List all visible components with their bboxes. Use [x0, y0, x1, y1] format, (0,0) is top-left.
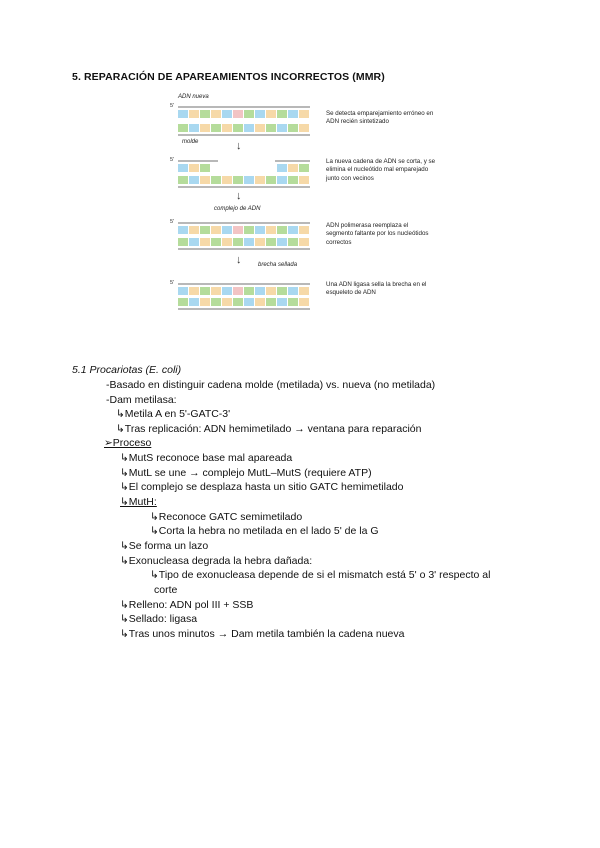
label-adn-nueva: ADN nueva [178, 94, 209, 100]
dna-strand [178, 283, 310, 285]
text-line-muth: ↳MutH: [120, 496, 157, 508]
end-label: 5' [170, 157, 175, 163]
text-line: ↳Corta la hebra no metilada en el lado 5' de la G [150, 525, 379, 537]
down-arrow-icon: ↓ [236, 140, 242, 152]
dna-strand [178, 160, 218, 162]
base-row [178, 226, 310, 234]
end-label: 5' [170, 219, 175, 225]
base-row [178, 164, 211, 172]
text-line: ↳MutL se une → complejo MutL–MutS (requiere ATP) [120, 467, 372, 479]
text-line: ↳Tipo de exonucleasa depende de si el mismatch está 5' o 3' respecto al [150, 569, 491, 581]
dna-strand [178, 186, 310, 188]
base-row [178, 176, 310, 184]
end-label: 5' [170, 103, 175, 109]
text-line: ↳Se forma un lazo [120, 540, 209, 552]
base-row [178, 238, 310, 246]
base-row [277, 164, 310, 172]
label-molde: molde [182, 139, 199, 145]
text-line: ↳Metila A en 5'-GATC-3' [116, 408, 231, 420]
label-complejo-adn: complejo de ADN [214, 206, 261, 212]
text-line: ↳Sellado: ligasa [120, 613, 198, 625]
text-line-proceso: ➢Proceso [104, 437, 152, 449]
dna-strand [178, 222, 310, 224]
base-row [178, 124, 310, 132]
text-line: corte [154, 584, 178, 596]
dna-strand [178, 106, 310, 108]
end-label: 5' [170, 280, 175, 286]
text-line: ↳Reconoce GATC semimetilado [150, 511, 303, 523]
text-line: ↳Tras replicación: ADN hemimetilado → ventana para reparación [116, 423, 422, 435]
caption-2: La nueva cadena de ADN se corta, y se elimina el nucleótido mal emparejado junto con vecinos [326, 158, 436, 182]
caption-1: Se detecta emparejamiento erróneo en ADN recién sintetizado [326, 110, 434, 126]
dna-strand [275, 160, 310, 162]
text-line: -Dam metilasa: [106, 394, 177, 406]
text-line: ↳Tras unos minutos → Dam metila también la cadena nueva [120, 628, 405, 640]
base-row [178, 298, 310, 306]
text-line: ↳El complejo se desplaza hasta un sitio GATC hemimetilado [120, 481, 404, 493]
page-title: 5. REPARACIÓN DE APAREAMIENTOS INCORRECTOS (MMR) [72, 71, 385, 83]
down-arrow-icon: ↓ [236, 254, 242, 266]
base-row [178, 110, 310, 118]
down-arrow-icon: ↓ [236, 190, 242, 202]
dna-strand [178, 134, 310, 136]
dna-strand [178, 248, 310, 250]
text-line: ↳MutS reconoce base mal apareada [120, 452, 293, 464]
text-line: -Basado en distinguir cadena molde (metilada) vs. nueva (no metilada) [106, 379, 436, 391]
caption-4: Una ADN ligasa sella la brecha en el esqueleto de ADN [326, 281, 427, 297]
label-brecha-sellada: brecha sellada [258, 262, 298, 268]
caption-3: ADN polimerasa reemplaza el segmento faltante por los nucleótidos correctos [326, 222, 429, 246]
text-line: ↳Relleno: ADN pol III + SSB [120, 599, 254, 611]
dna-strand [178, 308, 310, 310]
base-row [178, 287, 310, 295]
text-line: ↳Exonucleasa degrada la hebra dañada: [120, 555, 313, 567]
section-title: 5.1 Procariotas (E. coli) [72, 364, 182, 376]
